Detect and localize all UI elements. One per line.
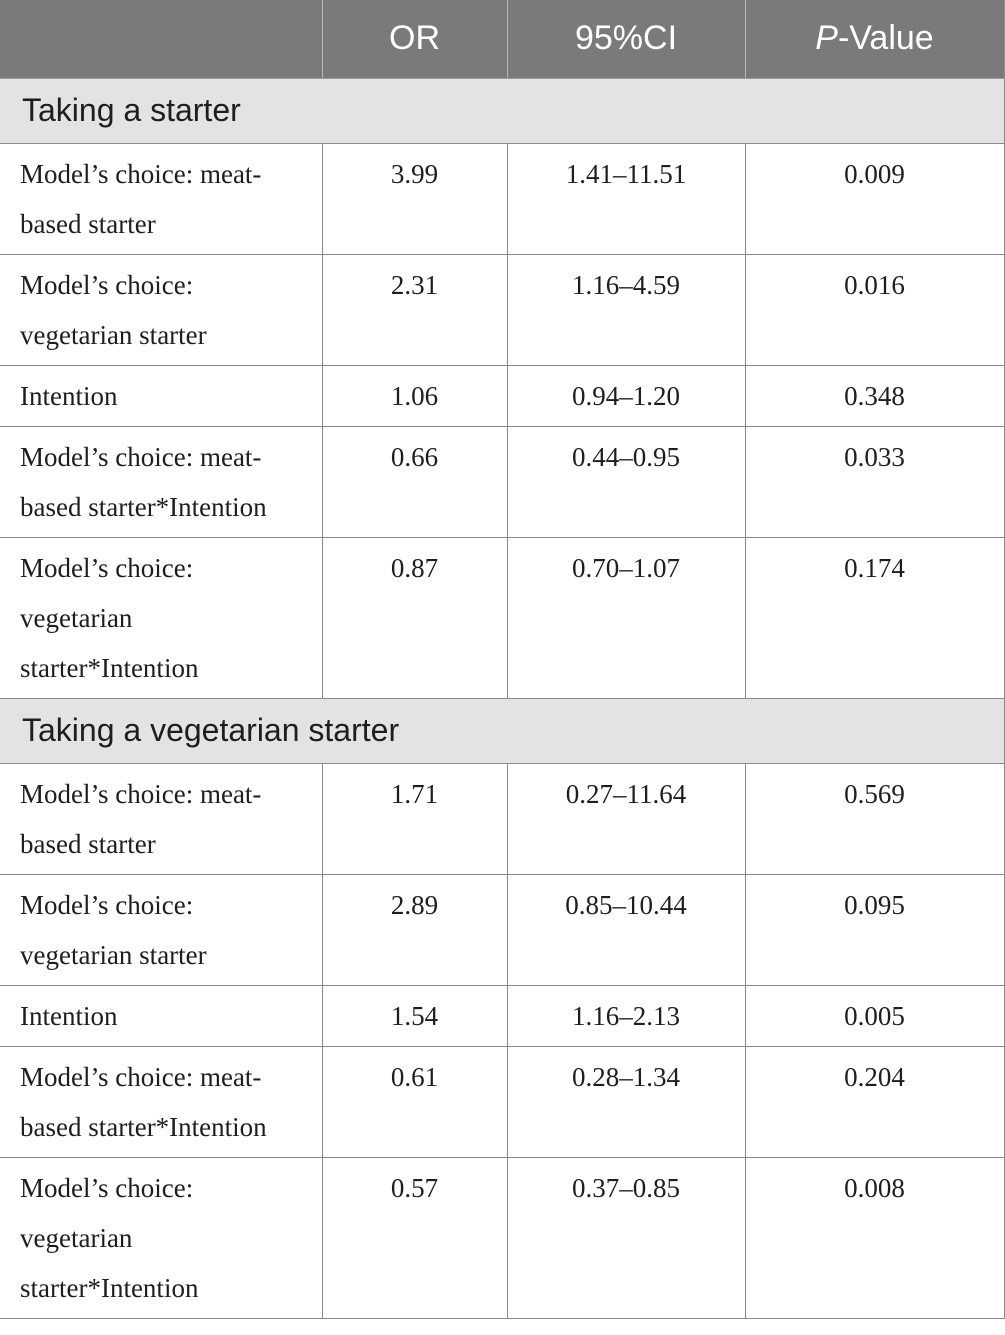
section-title: Taking a vegetarian starter (0, 698, 1004, 763)
row-p: 0.095 (745, 874, 1004, 985)
row-or: 0.57 (322, 1157, 507, 1318)
header-p-value (745, 0, 1004, 78)
table-row (0, 254, 1004, 365)
row-label: Model’s choice: meat-based starter*Intention (0, 426, 322, 537)
row-ci: 0.37–0.85 (507, 1157, 745, 1318)
row-p: 0.033 (745, 426, 1004, 537)
row-or: 3.99 (322, 143, 507, 254)
row-ci: 0.94–1.20 (507, 365, 745, 426)
table-row (0, 143, 1004, 254)
row-p: 0.008 (745, 1157, 1004, 1318)
row-or: 2.31 (322, 254, 507, 365)
row-p: 0.005 (745, 985, 1004, 1046)
row-ci: 0.85–10.44 (507, 874, 745, 985)
row-ci: 0.28–1.34 (507, 1046, 745, 1157)
row-ci: 1.16–4.59 (507, 254, 745, 365)
row-ci: 0.70–1.07 (507, 537, 745, 698)
section-title: Taking a starter (0, 78, 1004, 143)
row-p: 0.204 (745, 1046, 1004, 1157)
row-ci: 0.27–11.64 (507, 763, 745, 874)
row-p: 0.348 (745, 365, 1004, 426)
row-or: 0.61 (322, 1046, 507, 1157)
header-or: OR (322, 0, 507, 78)
row-or: 0.66 (322, 426, 507, 537)
row-label: Model’s choice: meat-based starter*Intention (0, 1046, 322, 1157)
header-label-cell (0, 0, 322, 78)
table-row (0, 365, 1004, 426)
table-row (0, 1046, 1004, 1157)
header-row (0, 0, 1004, 78)
row-or: 0.87 (322, 537, 507, 698)
table-body (0, 78, 1004, 1318)
row-label: Intention (0, 985, 322, 1046)
row-ci: 1.16–2.13 (507, 985, 745, 1046)
row-label: Intention (0, 365, 322, 426)
row-label: Model’s choice: meat-based starter (0, 763, 322, 874)
row-p: 0.569 (745, 763, 1004, 874)
section-row-taking-a-starter (0, 78, 1004, 143)
table-row (0, 874, 1004, 985)
row-or: 2.89 (322, 874, 507, 985)
row-p: 0.174 (745, 537, 1004, 698)
row-label: Model’s choice: vegetarian starter*Intention (0, 537, 322, 698)
row-or: 1.54 (322, 985, 507, 1046)
row-or: 1.06 (322, 365, 507, 426)
table-row (0, 985, 1004, 1046)
table-header (0, 0, 1004, 78)
header-p-rest: -Value (837, 19, 934, 58)
row-p: 0.016 (745, 254, 1004, 365)
row-label: Model’s choice: vegetarian starter (0, 874, 322, 985)
row-label: Model’s choice: vegetarian starter*Intention (0, 1157, 322, 1318)
table-row (0, 426, 1004, 537)
row-label: Model’s choice: meat-based starter (0, 143, 322, 254)
header-p-italic: P (815, 19, 838, 58)
row-p: 0.009 (745, 143, 1004, 254)
row-label: Model’s choice: vegetarian starter (0, 254, 322, 365)
table-row (0, 1157, 1004, 1318)
table-row (0, 763, 1004, 874)
row-ci: 0.44–0.95 (507, 426, 745, 537)
header-ci: 95%CI (507, 0, 745, 78)
row-ci: 1.41–11.51 (507, 143, 745, 254)
table-row (0, 537, 1004, 698)
row-or: 1.71 (322, 763, 507, 874)
section-row-taking-a-vegetarian-starter (0, 698, 1004, 763)
